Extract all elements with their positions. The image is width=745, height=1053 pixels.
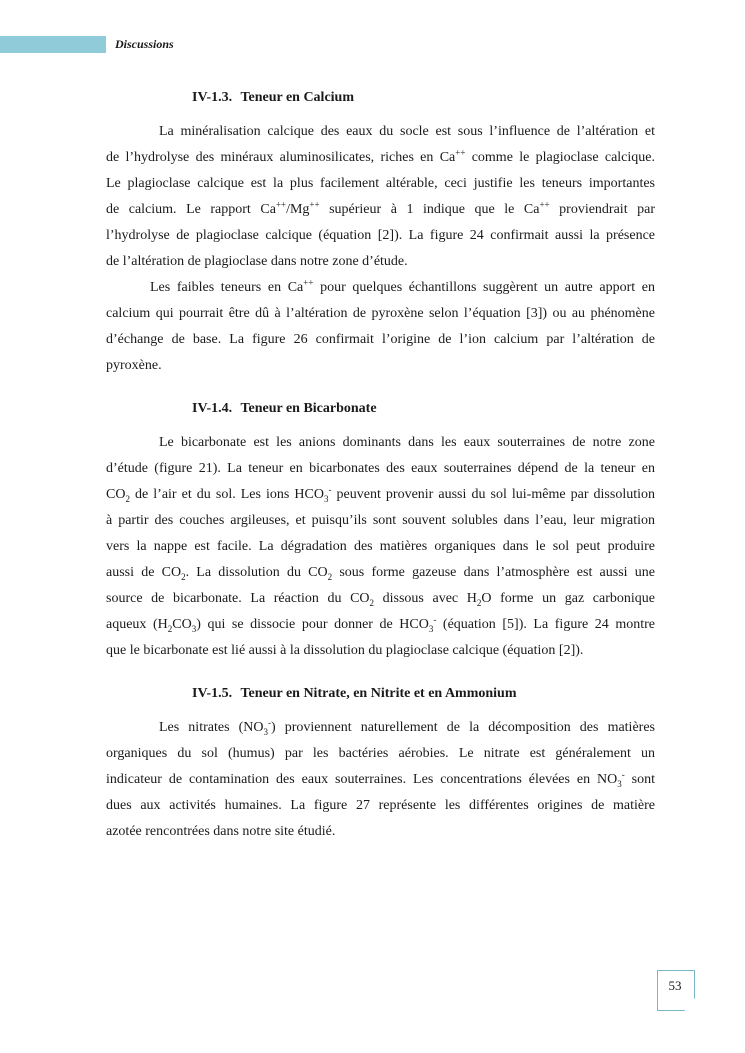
text-line: d’échange de base. La figure 26 confirmait l’origine de l’ion calcium par l’altération de [106, 332, 655, 347]
section-calcium [106, 88, 655, 379]
text-line: que le bicarbonate est lié aussi à la dissolution du plagioclase calcique (équation [2]). [106, 643, 584, 658]
text-line: $CO_2$ de l’air et du sol. Les ions $HCO_3^-$ peuvent provenir aussi du sol lui-même par dissolution [106, 484, 655, 504]
text-line: Le bicarbonate est les anions dominants dans les eaux souterraines de notre zone [159, 435, 655, 450]
text-line: Le plagioclase calcique est la plus facilement altérable, ceci justifie les teneurs importantes [106, 176, 655, 191]
section-heading [192, 684, 655, 704]
header-title: Discussions [115, 37, 174, 51]
paragraph [106, 715, 655, 845]
section-number: IV-1.4. [192, 401, 233, 416]
text-line: de l’altération de plagioclase dans notre zone d’étude. [106, 254, 408, 269]
paragraph [106, 275, 655, 379]
text-line: aussi de $CO_2$. La dissolution du $CO_2$ sous forme gazeuse dans l’atmosphère est aussi une [106, 565, 655, 582]
text-line: dues aux activités humaines. La figure 27 représente les différentes origines de matière [106, 798, 655, 813]
text-line: azotée rencontrées dans notre site étudié. [106, 824, 336, 839]
text-line: à partir des couches argileuses, et puisqu’ils sont souvent solubles dans l’eau, leur migration [106, 513, 655, 528]
section-number: IV-1.3. [192, 90, 233, 105]
text-line: indicateur de contamination des eaux souterraines. Les concentrations élevées en $NO_3^-$ sont [106, 769, 655, 789]
text-line: organiques du sol (humus) par les bactéries aérobies. Le nitrate est généralement un [106, 746, 655, 761]
text-line: l’hydrolyse de plagioclase calcique (équation [2]). La figure 24 confirmait aussi la présence [106, 228, 655, 243]
section-title: Teneur en Bicarbonate [240, 401, 377, 416]
text-line: Les faibles teneurs en Ca++ pour quelques échantillons suggèrent un autre apport en [150, 277, 655, 295]
header-bar [0, 36, 106, 53]
paragraph [106, 430, 655, 664]
page-number: 53 [668, 978, 682, 993]
text-line: de l’hydrolyse des minéraux aluminosilicates, riches en Ca++ comme le plagioclase calcique. [106, 147, 656, 165]
text-line: aqueux $(H_2CO_3)$ qui se dissocie pour donner de $HCO_3^-$ (équation [5]). La figure 24 montre [106, 614, 655, 634]
section-heading [192, 88, 655, 108]
text-line: vers la nappe est facile. La dégradation des matières organiques dans le sol peut produire [106, 539, 655, 554]
text-line: d’étude (figure 21). La teneur en bicarbonates des eaux souterraines dépend de la teneur en [106, 461, 655, 476]
text-line: La minéralisation calcique des eaux du socle est sous l’influence de l’altération et [159, 124, 655, 139]
text-line: Les nitrates $(NO_3^-)$ proviennent naturellement de la décomposition des matières [159, 717, 655, 737]
section-nitrate [106, 684, 655, 845]
text-line: de calcium. Le rapport Ca++/Mg++ supérieur à 1 indique que le Ca++ proviendrait par [106, 199, 655, 217]
paragraph [106, 119, 655, 275]
section-heading [192, 399, 655, 419]
text-line: pyroxène. [106, 358, 162, 373]
section-title: Teneur en Calcium [240, 90, 355, 105]
text-line: calcium qui pourrait être dû à l’altération de pyroxène selon l’équation [3]) ou au phénomène [106, 306, 655, 321]
section-number: IV-1.5. [192, 686, 233, 701]
section-title: Teneur en Nitrate, en Nitrite et en Ammonium [240, 686, 517, 701]
section-bicarbonate [106, 399, 655, 664]
text-line: source de bicarbonate. La réaction du $CO_2$ dissous avec $H_2O$ forme un gaz carbonique [106, 591, 655, 608]
